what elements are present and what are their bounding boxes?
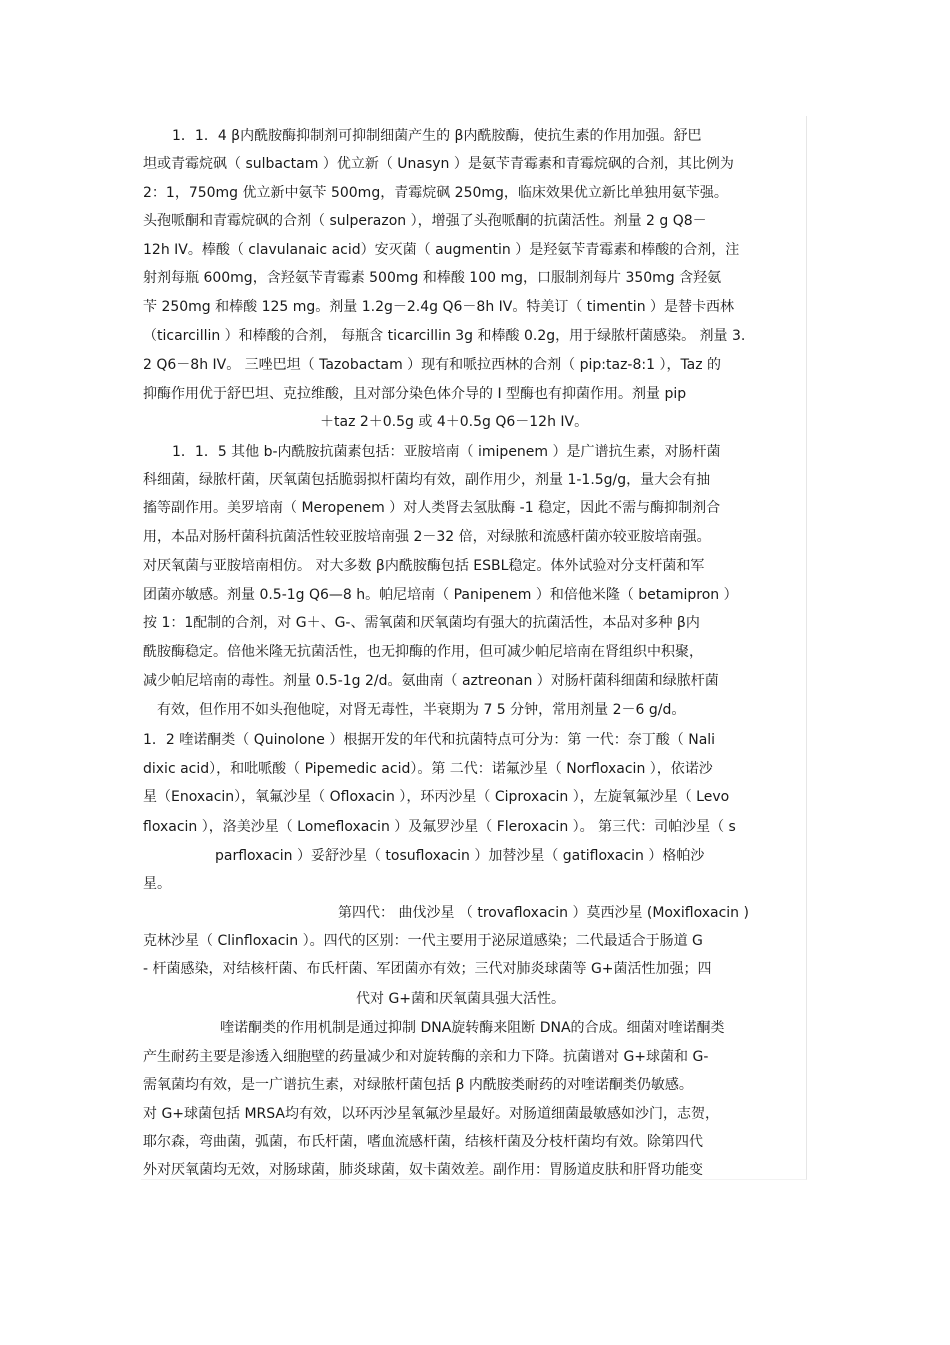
text-line: 代对 G+菌和厌氧菌具强大活性。 (356, 991, 566, 1007)
text-line: 12h IV。棒酸（ clavulanaic acid）安灭菌（ augmentin ）是羟氨苄青霉素和棒酸的合剂，注 (143, 242, 740, 258)
text-line: dixic acid），和吡哌酸（ Pipemedic acid）。第 二代：诺氟沙星（ Norfloxacin ），依诺沙 (143, 761, 713, 777)
text-line: 外对厌氧菌均无效，对肠球菌，肺炎球菌，奴卡菌效差。副作用：胃肠道皮肤和肝肾功能变 (143, 1162, 703, 1178)
text-line: 1．1．5 其他 b-内酰胺抗菌素包括：亚胺培南（ imipenem ）是广谱抗生素，对肠杆菌 (172, 444, 721, 460)
text-line: 减少帕尼培南的毒性。剂量 0.5-1g 2/d。氨曲南（ aztreonan ）对肠杆菌科细菌和绿脓杆菌 (143, 673, 719, 689)
text-line: 射剂每瓶 600mg，含羟氨苄青霉素 500mg 和棒酸 100 mg，口服制剂每片 350mg 含羟氨 (143, 270, 722, 286)
text-line: 克林沙星（ Clinfloxacin ）。四代的区别：一代主要用于泌尿道感染；二代最适合于肠道 G (143, 933, 703, 949)
text-line: 头孢哌酮和青霉烷砜的合剂（ sulperazon ），增强了头孢哌酮的抗菌活性。剂量 2 g Q8－ (143, 213, 707, 229)
text-line: 坦或青霉烷砜（ sulbactam ）优立新（ Unasyn ）是氨苄青霉素和青霉烷砜的合剂，其比例为 (143, 156, 734, 172)
text-line: ＋taz 2＋0.5g 或 4＋0.5g Q6－12h IV。 (320, 414, 589, 430)
section-heading-line: 1．2 喹诺酮类（ Quinolone ）根据开发的年代和抗菌特点可分为：第 一代：奈丁酸（ Nali (143, 732, 716, 748)
text-line: floxacin ），洛美沙星（ Lomefloxacin ）及氟罗沙星（ Fleroxacin ）。 第三代：司帕沙星（ s (143, 819, 736, 835)
text-line: 第四代： 曲伐沙星 （ trovafloxacin ）莫西沙星 (Moxifloxacin ) (338, 905, 749, 921)
text-line: 用，本品对肠杆菌科抗菌活性较亚胺培南强 2－32 倍，对绿脓和流感杆菌亦较亚胺培南强。 (143, 529, 711, 545)
text-line: 酰胺酶稳定。倍他米隆无抗菌活性，也无抑酶的作用，但可减少帕尼培南在肾组织中积聚， (143, 644, 703, 660)
text-line: 按 1：1配制的合剂，对 G＋、G-、需氧菌和厌氧菌均有强大的抗菌活性，本品对多种 β内 (143, 615, 700, 631)
text-line: 科细菌，绿脓杆菌，厌氧菌包括脆弱拟杆菌均有效，副作用少，剂量 1-1.5g/g，量大会有抽 (143, 472, 711, 488)
text-line: 对 G+球菌包括 MRSA均有效，以环丙沙星氧氟沙星最好。对肠道细菌最敏感如沙门，志贺， (143, 1106, 720, 1122)
text-line: 星。 (143, 876, 171, 892)
text-line: 喹诺酮类的作用机制是通过抑制 DNA旋转酶来阻断 DNA的合成。细菌对喹诺酮类 (220, 1020, 725, 1036)
text-line: 苄 250mg 和棒酸 125 mg。剂量 1.2g－2.4g Q6－8h IV。特美订（ timentin ）是替卡西林 (143, 299, 735, 315)
text-line: 对厌氧菌与亚胺培南相仿。 对大多数 β内酰胺酶包括 ESBL稳定。体外试验对分支杆菌和军 (143, 558, 705, 574)
text-line: （ticarcillin ）和棒酸的合剂， 每瓶含 ticarcillin 3g 和棒酸 0.2g，用于绿脓杆菌感染。 剂量 3. (143, 328, 746, 344)
text-line: parfloxacin ）妥舒沙星（ tosufloxacin ）加替沙星（ gatifloxacin ）格帕沙 (215, 848, 705, 864)
text-line: 产生耐药主要是渗透入细胞壁的药量减少和对旋转酶的亲和力下降。抗菌谱对 G+球菌和 G- (143, 1049, 709, 1065)
text-line: 抑酶作用优于舒巴坦、克拉维酸，且对部分染色体介导的 I 型酶也有抑菌作用。剂量 pip (143, 386, 687, 402)
text-line: 星（Enoxacin），氧氟沙星（ Ofloxacin ），环丙沙星（ Ciproxacin ），左旋氧氟沙星（ Levo (143, 789, 730, 805)
text-line: 搐等副作用。美罗培南（ Meropenem ）对人类肾去氢肽酶 -1 稳定，因此不需与酶抑制剂合 (143, 500, 721, 516)
text-line: 团菌亦敏感。剂量 0.5-1g Q6—8 h。帕尼培南（ Panipenem ）和倍他米隆（ betamipron ） (143, 587, 738, 603)
text-line: 2：1，750mg 优立新中氨苄 500mg，青霉烷砜 250mg，临床效果优立新比单独用氨苄强。 (143, 185, 728, 201)
text-line: 1．1．4 β内酰胺酶抑制剂可抑制细菌产生的 β内酰胺酶，使抗生素的作用加强。舒巴 (172, 128, 702, 144)
text-line: 耶尔森，弯曲菌，弧菌，布氏杆菌，嗜血流感杆菌，结核杆菌及分枝杆菌均有效。除第四代 (143, 1134, 703, 1150)
text-line: 2 Q6－8h IV。 三唑巴坦（ Tazobactam ）现有和哌拉西林的合剂（ pip:taz-8:1 ），Taz 的 (143, 357, 722, 373)
text-line: - 杆菌感染，对结核杆菌、布氏杆菌、军团菌亦有效；三代对肺炎球菌等 G+菌活性加强；四 (143, 961, 712, 977)
text-line: 有效，但作用不如头孢他啶，对肾无毒性，半衰期为 7 5 分钟，常用剂量 2－6 g/d。 (157, 702, 686, 718)
text-line: 需氧菌均有效，是一广谱抗生素，对绿脓杆菌包括 β 内酰胺类耐药的对喹诺酮类仍敏感。 (143, 1077, 693, 1093)
